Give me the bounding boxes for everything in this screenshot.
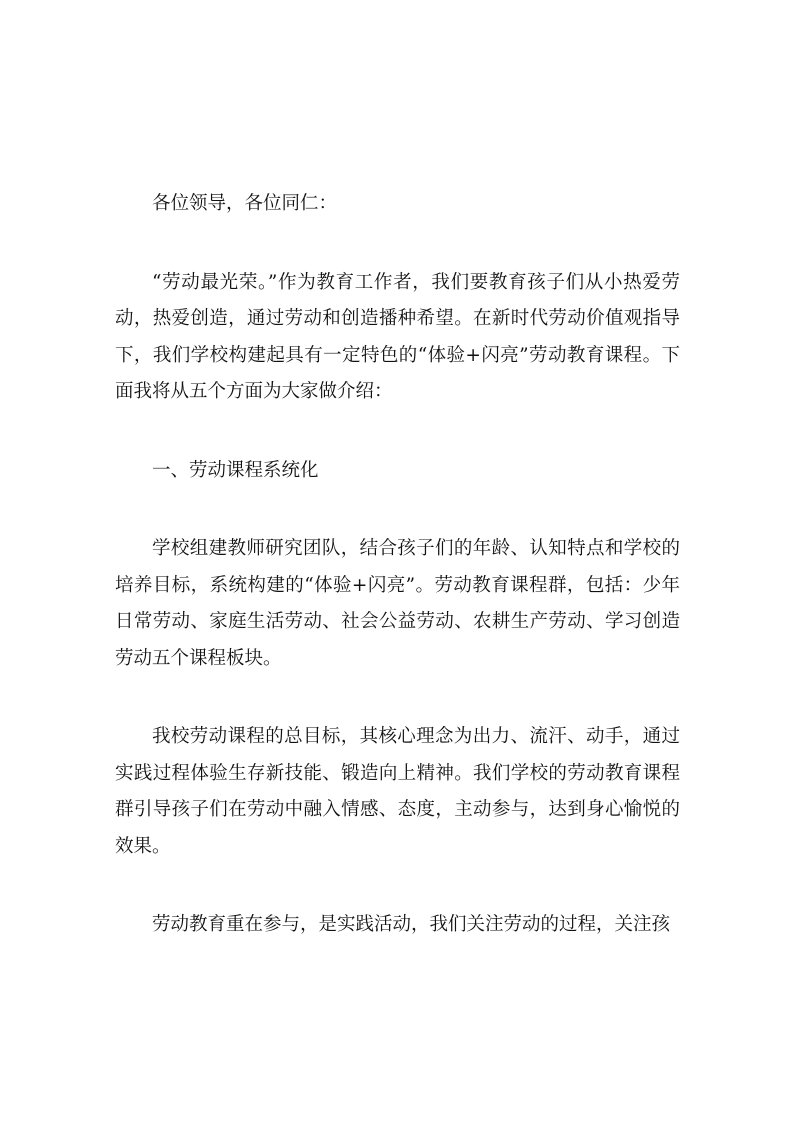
section-heading: 一、劳动课程系统化 (152, 459, 319, 481)
body-paragraph: 劳动教育重在参与，是实践活动，我们关注劳动的过程，关注孩 (152, 914, 671, 935)
salutation: 各位领导，各位同仁： (152, 193, 338, 214)
body-paragraph: 学校组建教师研究团队，结合孩子们的年龄、认知特点和学校的培养目标，系统构建的“体验+闪亮”。劳动教育课程群，包括：少年日常劳动、家庭生活劳动、社会公益劳动、农耕生产劳动、学习创造劳动五个课程板块。 (115, 538, 680, 669)
body-paragraph: 我校劳动课程的总目标，其核心理念为出力、流汗、动手，通过实践过程体验生存新技能、锻造向上精神。我们学校的劳动教育课程群引导孩子们在劳动中融入情感、态度，主动参与，达到身心愉悦的效果。 (115, 726, 680, 857)
document-body (115, 186, 680, 986)
intro-paragraph: “劳动最光荣。”作为教育工作者，我们要教育孩子们从小热爱劳动，热爱创造，通过劳动和创造播种希望。在新时代劳动价值观指导下，我们学校构建起具有一定特色的“体验+闪亮”劳动教育课程。下面我将从五个方面为大家做介绍： (115, 271, 680, 402)
